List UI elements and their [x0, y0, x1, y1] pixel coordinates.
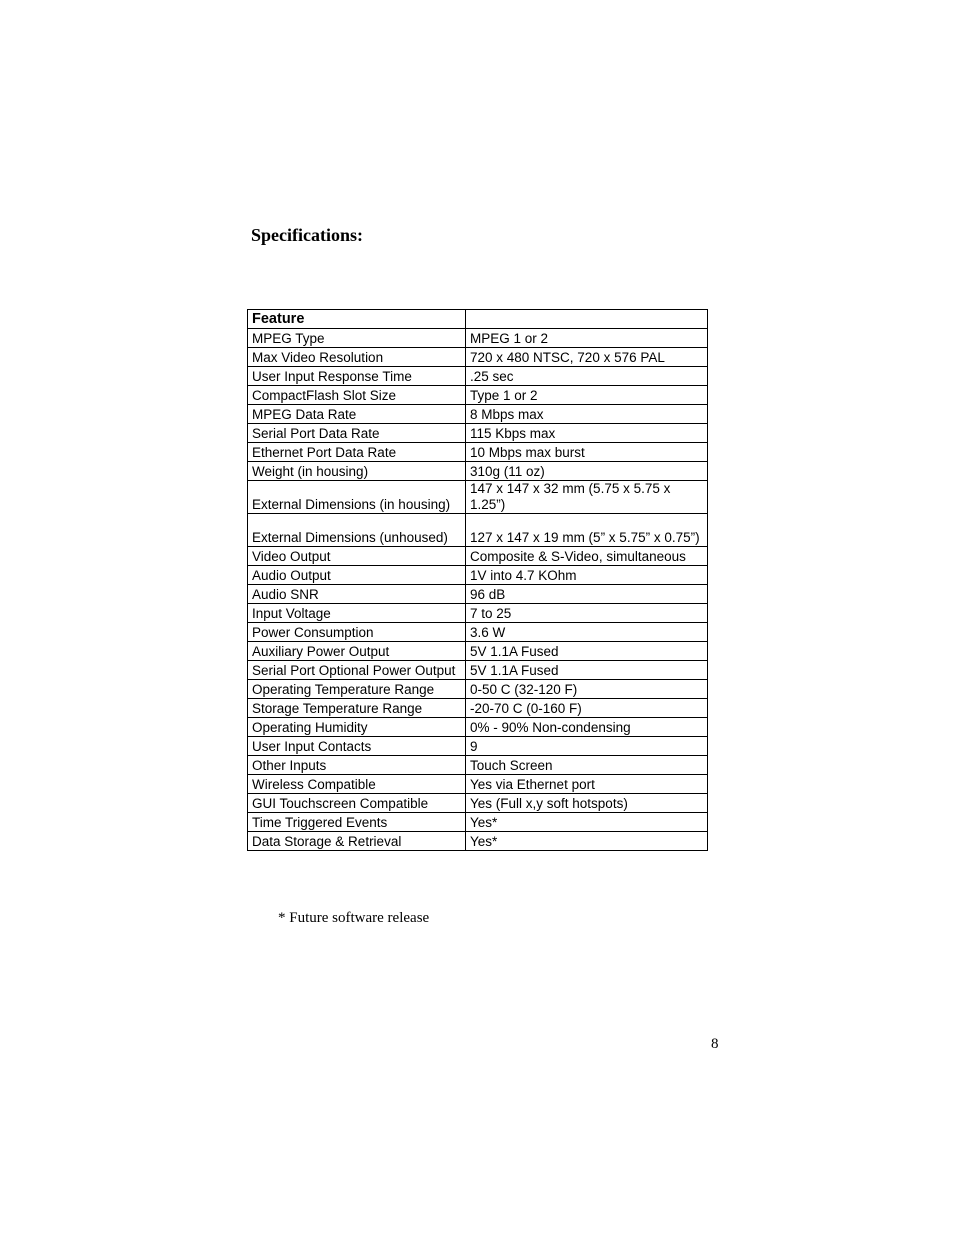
feature-cell: Weight (in housing) — [248, 462, 466, 481]
feature-cell: Auxiliary Power Output — [248, 642, 466, 661]
value-cell: Yes via Ethernet port — [466, 775, 708, 794]
value-cell: Yes* — [466, 813, 708, 832]
page-number: 8 — [711, 1036, 719, 1052]
value-cell: .25 sec — [466, 367, 708, 386]
feature-cell: Data Storage & Retrieval — [248, 832, 466, 851]
value-cell: Yes* — [466, 832, 708, 851]
feature-cell: Audio Output — [248, 566, 466, 585]
feature-cell: GUI Touchscreen Compatible — [248, 794, 466, 813]
feature-cell: CompactFlash Slot Size — [248, 386, 466, 405]
table-row — [248, 718, 708, 737]
value-cell: 7 to 25 — [466, 604, 708, 623]
footnote: * Future software release — [278, 910, 430, 926]
header-cell-value — [466, 310, 708, 329]
feature-cell: Audio SNR — [248, 585, 466, 604]
value-cell: Yes (Full x,y soft hotspots) — [466, 794, 708, 813]
value-cell: 10 Mbps max burst — [466, 443, 708, 462]
feature-cell: Input Voltage — [248, 604, 466, 623]
feature-cell: Max Video Resolution — [248, 348, 466, 367]
value-cell: 5V 1.1A Fused — [466, 661, 708, 680]
table-header-row — [248, 310, 708, 329]
feature-cell: Wireless Compatible — [248, 775, 466, 794]
feature-cell: MPEG Data Rate — [248, 405, 466, 424]
table-row — [248, 699, 708, 718]
value-cell: 1V into 4.7 KOhm — [466, 566, 708, 585]
table-row — [248, 329, 708, 348]
value-cell: 115 Kbps max — [466, 424, 708, 443]
value-cell: 127 x 147 x 19 mm (5” x 5.75” x 0.75”) — [466, 514, 708, 547]
value-cell: -20-70 C (0-160 F) — [466, 699, 708, 718]
specifications-table-body — [248, 310, 708, 851]
table-row — [248, 386, 708, 405]
feature-cell: Serial Port Data Rate — [248, 424, 466, 443]
value-cell: 720 x 480 NTSC, 720 x 576 PAL — [466, 348, 708, 367]
table-row — [248, 623, 708, 642]
header-cell-feature: Feature — [248, 310, 466, 329]
table-row — [248, 775, 708, 794]
value-cell: 8 Mbps max — [466, 405, 708, 424]
feature-cell: User Input Contacts — [248, 737, 466, 756]
feature-cell: Ethernet Port Data Rate — [248, 443, 466, 462]
value-cell: 310g (11 oz) — [466, 462, 708, 481]
feature-cell: Operating Temperature Range — [248, 680, 466, 699]
page-heading: Specifications: — [251, 225, 363, 245]
table-row — [248, 514, 708, 547]
table-row — [248, 424, 708, 443]
table-row — [248, 443, 708, 462]
table-row — [248, 367, 708, 386]
table-row — [248, 604, 708, 623]
table-row — [248, 547, 708, 566]
feature-cell: Video Output — [248, 547, 466, 566]
feature-cell: Time Triggered Events — [248, 813, 466, 832]
table-row — [248, 737, 708, 756]
feature-cell: Operating Humidity — [248, 718, 466, 737]
table-row — [248, 680, 708, 699]
table-row — [248, 348, 708, 367]
value-cell: Composite & S-Video, simultaneous — [466, 547, 708, 566]
table-row — [248, 481, 708, 514]
feature-cell: MPEG Type — [248, 329, 466, 348]
value-cell: 0-50 C (32-120 F) — [466, 680, 708, 699]
value-cell: 0% - 90% Non-condensing — [466, 718, 708, 737]
feature-cell: External Dimensions (unhoused) — [248, 514, 466, 547]
table-row — [248, 813, 708, 832]
table-row — [248, 462, 708, 481]
value-cell: 9 — [466, 737, 708, 756]
value-cell: MPEG 1 or 2 — [466, 329, 708, 348]
value-cell: 147 x 147 x 32 mm (5.75 x 5.75 x 1.25”) — [466, 481, 708, 514]
specifications-table — [247, 309, 708, 851]
value-cell: 5V 1.1A Fused — [466, 642, 708, 661]
feature-cell: Other Inputs — [248, 756, 466, 775]
feature-cell: Storage Temperature Range — [248, 699, 466, 718]
table-row — [248, 832, 708, 851]
value-cell: 3.6 W — [466, 623, 708, 642]
table-row — [248, 661, 708, 680]
feature-cell: External Dimensions (in housing) — [248, 481, 466, 514]
table-row — [248, 405, 708, 424]
value-cell: Type 1 or 2 — [466, 386, 708, 405]
feature-cell: Power Consumption — [248, 623, 466, 642]
feature-cell: User Input Response Time — [248, 367, 466, 386]
value-cell: Touch Screen — [466, 756, 708, 775]
feature-cell: Serial Port Optional Power Output — [248, 661, 466, 680]
table-row — [248, 642, 708, 661]
table-row — [248, 566, 708, 585]
table-row — [248, 794, 708, 813]
table-row — [248, 585, 708, 604]
table-row — [248, 756, 708, 775]
value-cell: 96 dB — [466, 585, 708, 604]
